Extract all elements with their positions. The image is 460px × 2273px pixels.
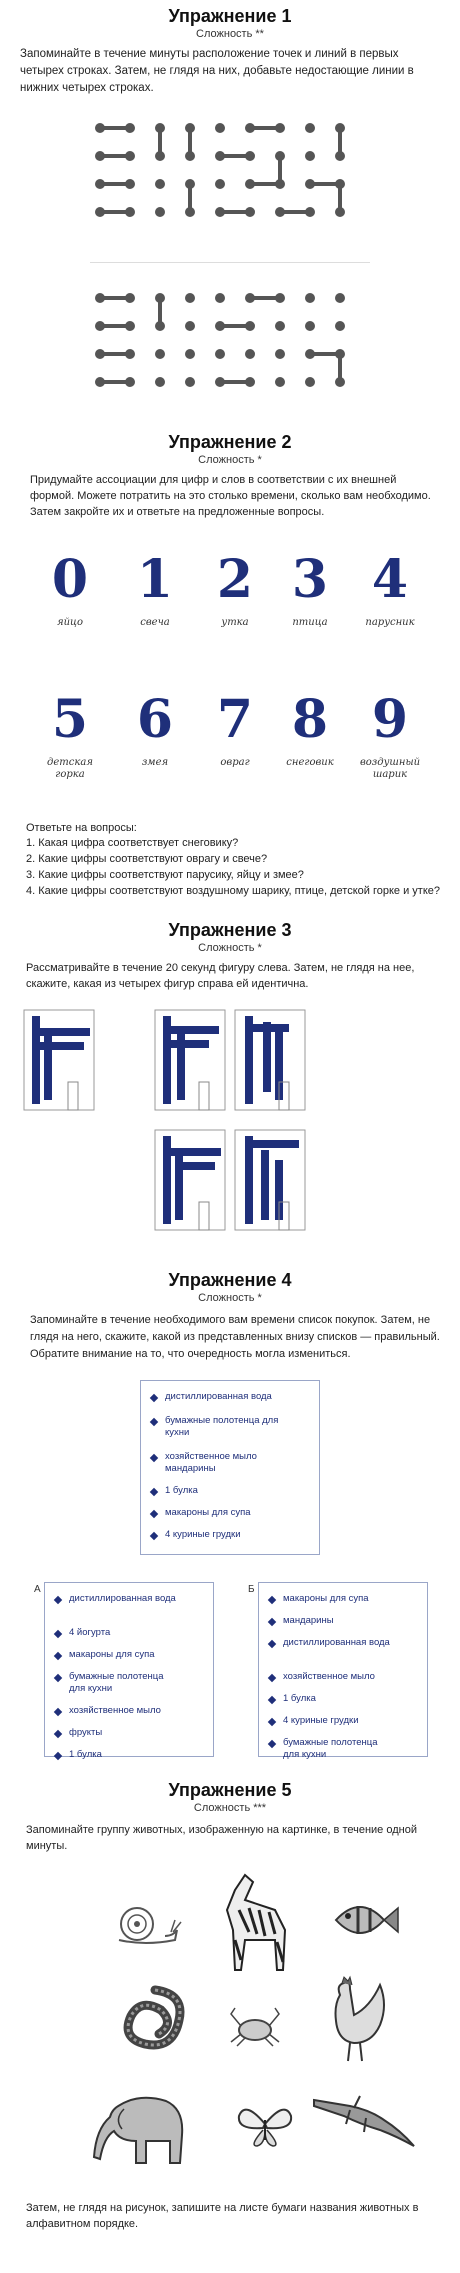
bullet-icon xyxy=(268,1640,276,1648)
grid-dot xyxy=(215,349,225,359)
digit-8: 8 xyxy=(291,689,329,750)
ex1-divider xyxy=(90,262,370,263)
list-item: макароны для супа xyxy=(283,1593,369,1604)
list-b-label: Б xyxy=(248,1584,255,1595)
grid-dot xyxy=(95,123,105,133)
grid-dot xyxy=(155,349,165,359)
grid-dot xyxy=(275,123,285,133)
digit-1: 1 xyxy=(136,549,174,610)
grid-dot xyxy=(215,151,225,161)
grid-dot xyxy=(335,179,345,189)
grid-dot xyxy=(125,207,135,217)
bullet-icon xyxy=(150,1454,158,1462)
grid-dot xyxy=(245,349,255,359)
fish-icon xyxy=(330,1890,400,1950)
grid-dot xyxy=(95,377,105,387)
grid-dot xyxy=(335,293,345,303)
snake-icon xyxy=(115,1980,195,2070)
bullet-icon xyxy=(150,1394,158,1402)
list-item: бумажные полотенца для кухни xyxy=(283,1737,378,1760)
ex2-question-3: 3. Какие цифры соответствуют парусику, яйцу и змее? xyxy=(26,869,304,881)
main-list-item: дистиллированная вода xyxy=(165,1391,272,1402)
ex5-instructions: Запоминайте группу животных, изображенную на картинке, в течение одной минуты. xyxy=(26,1824,417,1852)
ex3-difficulty: Сложность * xyxy=(198,942,262,954)
digit-caption: снеговик xyxy=(286,757,334,768)
bullet-icon xyxy=(150,1488,158,1496)
ex2-question-1: 1. Какая цифра соответствует снеговику? xyxy=(26,837,239,849)
grid-dot xyxy=(245,179,255,189)
grid-dot xyxy=(305,123,315,133)
grid-dot xyxy=(215,123,225,133)
bullet-icon xyxy=(54,1752,62,1760)
grid-dot xyxy=(215,321,225,331)
ex3-option-4[interactable] xyxy=(235,1130,305,1230)
grid-dot xyxy=(305,321,315,331)
bullet-icon xyxy=(54,1630,62,1638)
grid-dot xyxy=(335,151,345,161)
main-list-item: 4 куриные грудки xyxy=(165,1529,241,1540)
grid-dot xyxy=(305,377,315,387)
ex1-dots-bottom xyxy=(0,288,460,408)
digit-caption: детская xyxy=(47,757,93,768)
ex5-animals-illustration xyxy=(0,1860,460,2180)
grid-dot xyxy=(275,151,285,161)
grid-dot xyxy=(215,293,225,303)
grid-dot xyxy=(305,293,315,303)
digit-caption: горка xyxy=(55,769,85,780)
ex1-title: Упражнение 1 xyxy=(168,6,292,26)
bullet-icon xyxy=(150,1418,158,1426)
ex4-list-a xyxy=(44,1582,214,1760)
digit-4: 4 xyxy=(371,549,409,610)
ex1-difficulty: Сложность ** xyxy=(196,28,264,40)
digit-2: 2 xyxy=(216,549,254,610)
grid-dot xyxy=(245,151,255,161)
digit-caption: птица xyxy=(292,617,328,628)
bullet-icon xyxy=(54,1674,62,1682)
grid-dot xyxy=(185,207,195,217)
list-item: бумажные полотенца для кухни xyxy=(69,1671,164,1694)
grid-dot xyxy=(305,207,315,217)
rooster-icon xyxy=(320,1975,390,2065)
grid-dot xyxy=(245,123,255,133)
grid-dot xyxy=(275,321,285,331)
list-item: мандарины xyxy=(283,1615,334,1626)
bullet-icon xyxy=(268,1740,276,1748)
bullet-icon xyxy=(268,1696,276,1704)
crocodile-icon xyxy=(310,2080,420,2150)
digit-caption: парусник xyxy=(365,617,415,628)
grid-dot xyxy=(275,179,285,189)
grid-dot xyxy=(275,293,285,303)
grid-dot xyxy=(245,207,255,217)
list-item: макароны для супа xyxy=(69,1649,155,1660)
grid-dot xyxy=(335,377,345,387)
grid-dot xyxy=(335,207,345,217)
digit-caption: змея xyxy=(141,757,169,768)
ex2-title: Упражнение 2 xyxy=(168,432,292,452)
grid-dot xyxy=(185,123,195,133)
zebra-icon xyxy=(205,1870,295,1980)
grid-dot xyxy=(125,349,135,359)
elephant-icon xyxy=(90,2085,190,2175)
bullet-icon xyxy=(268,1596,276,1604)
ex5-title: Упражнение 5 xyxy=(168,1780,292,1800)
grid-dot xyxy=(95,349,105,359)
digit-7: 7 xyxy=(216,689,254,750)
grid-dot xyxy=(185,151,195,161)
grid-dot xyxy=(185,179,195,189)
grid-dot xyxy=(155,123,165,133)
digit-caption: воздушный xyxy=(359,757,421,768)
bullet-icon xyxy=(54,1596,62,1604)
grid-dot xyxy=(305,349,315,359)
grid-dot xyxy=(185,321,195,331)
ex5-difficulty: Сложность *** xyxy=(193,1802,267,1814)
digit-caption: овраг xyxy=(220,757,250,768)
grid-dot xyxy=(335,123,345,133)
grid-dot xyxy=(95,179,105,189)
ex2-instructions: Придумайте ассоциации для цифр и слов в соответствии с их внешней формой. Можете потратить на это столько времени, сколько вам необходимо. Затем закройте их и ответьте на предложенные вопросы. xyxy=(30,474,431,518)
grid-dot xyxy=(335,349,345,359)
ex4-instructions: Запоминайте в течение необходимого вам времени список покупок. Затем, не глядя на него, скажите, какой из представленных внизу списков — правильный. Обратите внимание на то, что очередность могла измениться. xyxy=(30,1314,440,1360)
grid-dot xyxy=(215,377,225,387)
list-item: фрукты xyxy=(69,1727,103,1738)
main-list-item: хозяйственное мыло мандарины xyxy=(165,1451,257,1474)
ex3-option-1[interactable] xyxy=(155,1010,225,1110)
grid-dot xyxy=(245,293,255,303)
bullet-icon xyxy=(268,1718,276,1726)
ex3-figures xyxy=(0,1000,460,1260)
ex4-main-list xyxy=(140,1380,320,1555)
grid-dot xyxy=(125,179,135,189)
list-item: хозяйственное мыло xyxy=(283,1671,375,1682)
digit-3: 3 xyxy=(291,549,329,610)
bullet-icon xyxy=(150,1532,158,1540)
grid-dot xyxy=(335,321,345,331)
grid-dot xyxy=(125,293,135,303)
digit-caption: шарик xyxy=(372,769,408,780)
grid-dot xyxy=(155,293,165,303)
grid-dot xyxy=(275,377,285,387)
list-item: 1 булка xyxy=(69,1749,102,1760)
ex3-title: Упражнение 3 xyxy=(168,920,292,940)
list-item: 4 йогурта xyxy=(69,1627,111,1638)
ex2-question-4: 4. Какие цифры соответствуют воздушному шарику, птице, детской горке и утке? xyxy=(26,885,441,897)
grid-dot xyxy=(215,207,225,217)
list-item: хозяйственное мыло xyxy=(69,1705,161,1716)
list-item: дистиллированная вода xyxy=(69,1593,176,1604)
digit-6: 6 xyxy=(136,689,174,750)
grid-dot xyxy=(95,151,105,161)
grid-dot xyxy=(125,151,135,161)
bullet-icon xyxy=(54,1708,62,1716)
grid-dot xyxy=(155,207,165,217)
bullet-icon xyxy=(268,1674,276,1682)
grid-dot xyxy=(95,321,105,331)
grid-dot xyxy=(245,377,255,387)
grid-dot xyxy=(155,151,165,161)
ex3-target-figure[interactable] xyxy=(24,1010,94,1110)
list-item: 4 куриные грудки xyxy=(283,1715,359,1726)
ex4-difficulty: Сложность * xyxy=(198,1292,262,1304)
bullet-icon xyxy=(54,1730,62,1738)
digit-5: 5 xyxy=(51,689,89,750)
ex3-instructions: Рассматривайте в течение 20 секунд фигуру слева. Затем, не глядя на нее, скажите, какая из четырех фигур справа ей идентична. xyxy=(26,962,415,990)
grid-dot xyxy=(305,151,315,161)
main-list-item: 1 булка xyxy=(165,1485,198,1496)
grid-dot xyxy=(185,293,195,303)
snail-icon xyxy=(115,1900,185,1950)
main-list-item: бумажные полотенца для кухни xyxy=(165,1415,279,1438)
grid-dot xyxy=(125,321,135,331)
list-a-label: А xyxy=(34,1584,41,1595)
ex4-title: Упражнение 4 xyxy=(168,1270,292,1290)
ex2-digits-grid xyxy=(0,535,460,815)
grid-dot xyxy=(185,377,195,387)
grid-dot xyxy=(155,321,165,331)
list-item: дистиллированная вода xyxy=(283,1637,390,1648)
digit-0: 0 xyxy=(51,549,89,610)
digit-caption: яйцо xyxy=(56,617,84,628)
ex3-option-3[interactable] xyxy=(155,1130,225,1230)
grid-dot xyxy=(305,179,315,189)
ex5-footer: Затем, не глядя на рисунок, запишите на листе бумаги названия животных в алфавитном порядке. xyxy=(26,2202,419,2230)
ex4-list-b xyxy=(258,1582,428,1760)
grid-dot xyxy=(155,179,165,189)
grid-dot xyxy=(275,207,285,217)
bullet-icon xyxy=(54,1652,62,1660)
crab-icon xyxy=(225,2000,285,2050)
butterfly-icon xyxy=(235,2100,295,2150)
digit-caption: свеча xyxy=(140,617,170,628)
bullet-icon xyxy=(268,1618,276,1626)
ex3-option-2[interactable] xyxy=(235,1010,305,1110)
ex1-dots-top xyxy=(0,118,460,238)
grid-dot xyxy=(185,349,195,359)
ex2-difficulty: Сложность * xyxy=(198,454,262,466)
grid-dot xyxy=(245,321,255,331)
digit-caption: утка xyxy=(221,617,249,628)
main-list-item: макароны для супа xyxy=(165,1507,251,1518)
grid-dot xyxy=(155,377,165,387)
bullet-icon xyxy=(150,1510,158,1518)
grid-dot xyxy=(125,123,135,133)
grid-dot xyxy=(275,349,285,359)
grid-dot xyxy=(95,207,105,217)
grid-dot xyxy=(95,293,105,303)
ex1-instructions: Запоминайте в течение минуты расположение точек и линий в первых четырех строках. Затем, не глядя на них, добавьте недостающие линии в нижних четырех строках. xyxy=(20,48,414,94)
ex2-question-2: 2. Какие цифры соответствуют оврагу и свече? xyxy=(26,853,268,865)
ex2-answers-title: Ответьте на вопросы: xyxy=(26,822,137,834)
grid-dot xyxy=(215,179,225,189)
grid-dot xyxy=(125,377,135,387)
digit-9: 9 xyxy=(371,689,409,750)
list-item: 1 булка xyxy=(283,1693,316,1704)
